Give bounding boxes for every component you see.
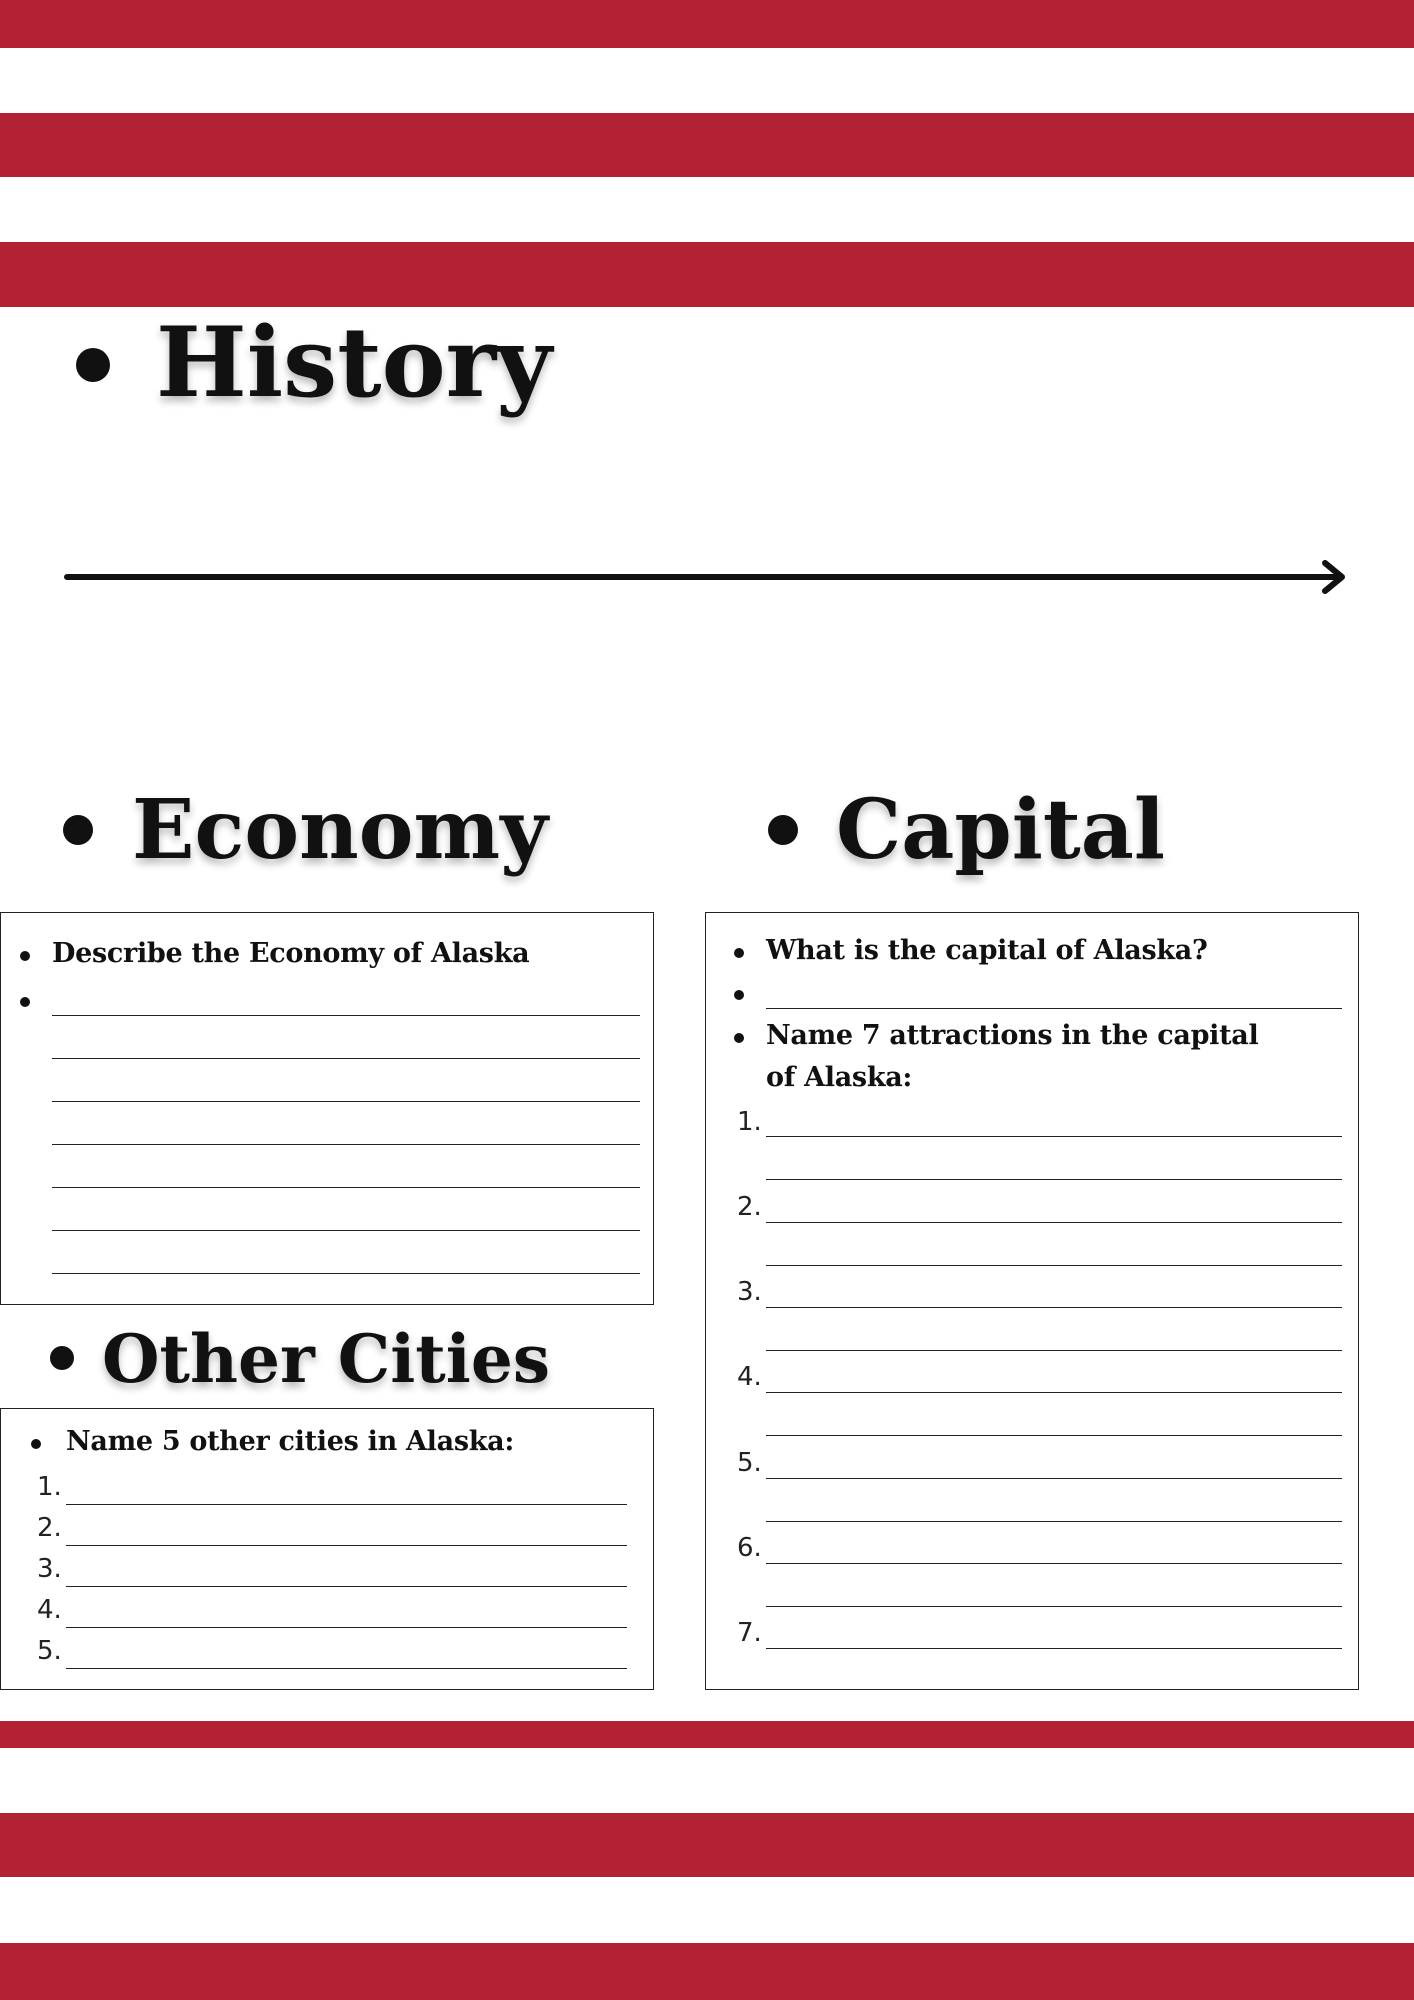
capital-attraction-line-5a[interactable] (766, 1478, 1342, 1479)
capital-attraction-line-4a[interactable] (766, 1392, 1342, 1393)
capital-question: What is the capital of Alaska? (766, 935, 1208, 966)
other-cities-number-5: 5. (37, 1636, 62, 1666)
capital-attraction-line-1b[interactable] (766, 1179, 1342, 1180)
capital-attraction-line-4b[interactable] (766, 1435, 1342, 1436)
economy-answer-line-3[interactable] (52, 1101, 640, 1102)
capital-attraction-line-1a[interactable] (766, 1136, 1342, 1137)
economy-prompt-bullet (20, 951, 30, 961)
other-cities-answer-line-3[interactable] (66, 1586, 627, 1587)
capital-attraction-line-7a[interactable] (766, 1648, 1342, 1649)
bottom-stripe-1 (0, 1721, 1414, 1748)
capital-attraction-line-3a[interactable] (766, 1307, 1342, 1308)
capital-attractions-bullet (734, 1033, 744, 1043)
history-bullet (76, 348, 110, 382)
other-cities-number-3: 3. (37, 1554, 62, 1584)
capital-attraction-line-5b[interactable] (766, 1521, 1342, 1522)
economy-bullet (63, 815, 93, 845)
top-stripe-1 (0, 0, 1414, 48)
capital-attraction-number-1: 1. (737, 1107, 762, 1137)
top-stripe-3 (0, 242, 1414, 307)
other-cities-prompt-bullet (31, 1439, 41, 1449)
capital-bullet (768, 815, 798, 845)
capital-answer-line[interactable] (766, 1008, 1342, 1009)
other-cities-prompt: Name 5 other cities in Alaska: (66, 1426, 514, 1457)
economy-title: Economy (132, 782, 548, 878)
other-cities-number-1: 1. (37, 1472, 62, 1502)
economy-answer-line-4[interactable] (52, 1144, 640, 1145)
capital-attractions-prompt-line-2: of Alaska: (766, 1062, 913, 1093)
arrow-right-icon (0, 557, 1414, 597)
economy-answer-line-2[interactable] (52, 1058, 640, 1059)
history-title: History (156, 306, 552, 419)
other-cities-answer-line-5[interactable] (66, 1668, 627, 1669)
bottom-stripe-3 (0, 1943, 1414, 2000)
other-cities-number-2: 2. (37, 1513, 62, 1543)
capital-attraction-number-4: 4. (737, 1362, 762, 1392)
other-cities-number-4: 4. (37, 1595, 62, 1625)
other-cities-answer-line-4[interactable] (66, 1627, 627, 1628)
capital-attraction-line-2b[interactable] (766, 1265, 1342, 1266)
economy-prompt: Describe the Economy of Alaska (52, 938, 530, 969)
capital-question-bullet (734, 948, 744, 958)
capital-attraction-number-2: 2. (737, 1192, 762, 1222)
capital-attraction-number-7: 7. (737, 1618, 762, 1648)
other-cities-bullet (50, 1346, 74, 1370)
economy-answer-line-1[interactable] (52, 1015, 640, 1016)
other-cities-answer-line-1[interactable] (66, 1504, 627, 1505)
economy-answer-bullet (20, 997, 30, 1007)
capital-answer-bullet (734, 990, 744, 1000)
other-cities-title: Other Cities (102, 1320, 551, 1398)
capital-attractions-prompt-line-1: Name 7 attractions in the capital (766, 1020, 1259, 1051)
capital-attraction-line-3b[interactable] (766, 1350, 1342, 1351)
capital-attraction-line-6a[interactable] (766, 1563, 1342, 1564)
economy-answer-line-5[interactable] (52, 1187, 640, 1188)
other-cities-answer-line-2[interactable] (66, 1545, 627, 1546)
capital-attraction-number-6: 6. (737, 1533, 762, 1563)
capital-attraction-line-6b[interactable] (766, 1606, 1342, 1607)
top-stripe-2 (0, 113, 1414, 177)
bottom-stripe-2 (0, 1813, 1414, 1877)
capital-title: Capital (836, 782, 1166, 878)
capital-attraction-line-2a[interactable] (766, 1222, 1342, 1223)
economy-answer-line-6[interactable] (52, 1230, 640, 1231)
economy-answer-line-7[interactable] (52, 1273, 640, 1274)
economy-box (0, 912, 654, 1305)
capital-attraction-number-5: 5. (737, 1448, 762, 1478)
capital-attraction-number-3: 3. (737, 1277, 762, 1307)
